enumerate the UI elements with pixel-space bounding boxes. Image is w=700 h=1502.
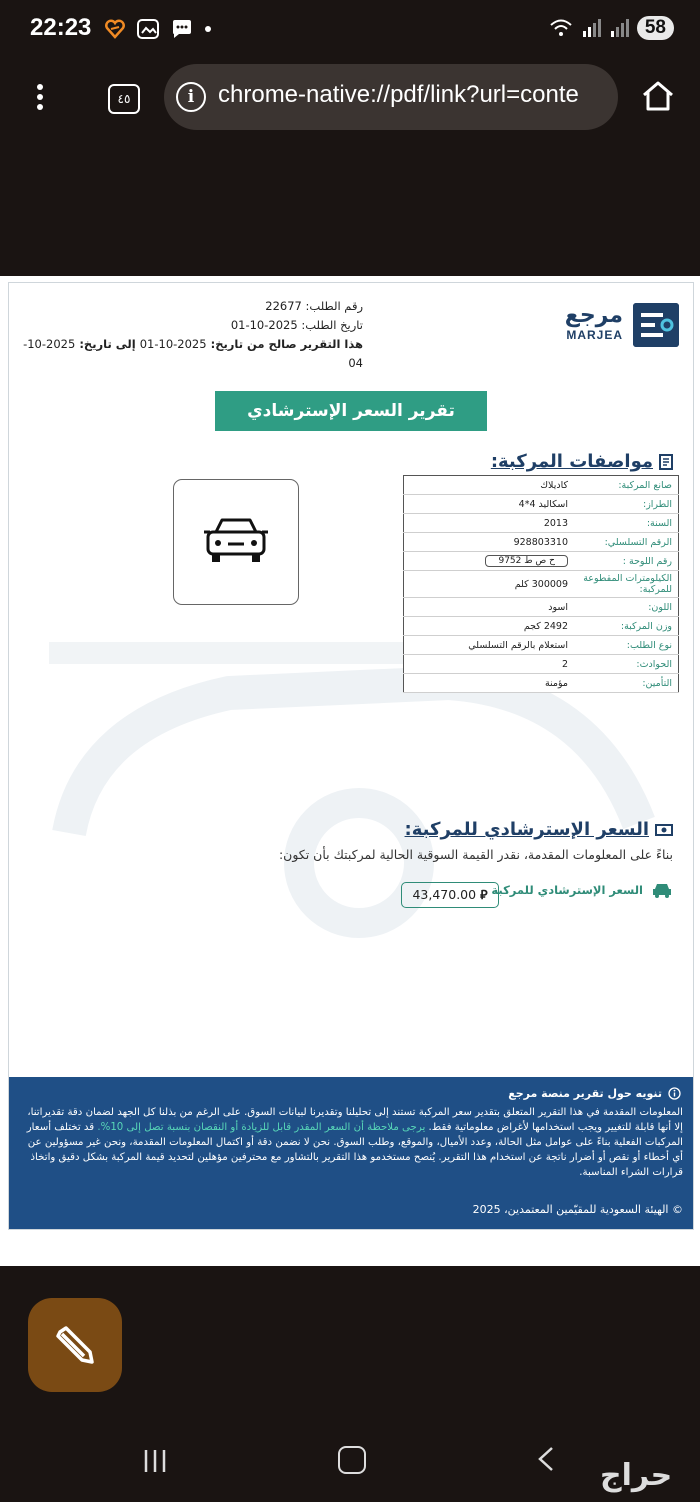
spec-key: اللون: [574, 598, 679, 617]
validity-to-label: إلى تاريخ: [79, 337, 136, 351]
system-icons [549, 16, 674, 40]
request-date-label: تاريخ الطلب: [301, 318, 363, 332]
chat-notification-icon [170, 18, 194, 40]
info-icon[interactable]: i [176, 82, 206, 112]
logo-english: MARJEA [566, 328, 623, 342]
url-text[interactable]: chrome-native://pdf/link?url=conte [218, 81, 579, 108]
home-button[interactable] [640, 78, 676, 114]
pencil-icon [28, 1298, 122, 1392]
nav-home-button[interactable] [338, 1446, 366, 1474]
table-row [404, 636, 679, 655]
spec-value: استعلام بالرقم التسلسلي [404, 636, 575, 655]
specs-heading [491, 451, 673, 472]
disclaimer-title-text: تنويه حول تقرير منصة مرجع [508, 1087, 662, 1100]
spec-value: مؤمنة [404, 674, 575, 693]
pdf-top-margin [0, 146, 700, 276]
spec-value: 2 [404, 655, 575, 674]
price-value-box [401, 882, 499, 908]
disclaimer-panel [9, 1077, 693, 1229]
report-document [8, 282, 694, 1230]
copyright: © الهيئة السعودية للمقيّمين المعتمدين، 2025 [472, 1203, 683, 1216]
table-row [404, 495, 679, 514]
recents-button[interactable] [142, 1448, 168, 1474]
vehicle-image-box [173, 479, 299, 605]
spec-key: الكيلومترات المقطوعة للمركبة: [574, 571, 679, 598]
car-small-icon [651, 881, 673, 899]
specs-table [403, 475, 679, 693]
document-icon [659, 454, 673, 470]
spec-key: صانع المركبة: [574, 476, 679, 495]
validity-to: 2025-10-04 [23, 337, 363, 370]
notification-icons [104, 18, 212, 40]
spec-value: كاديلاك [404, 476, 575, 495]
table-row [404, 571, 679, 598]
price-description: بناءً على المعلومات المقدمة، نقدر القيمة السوقية الحالية لمركبتك بأن تكون: [278, 847, 673, 862]
spec-key: وزن المركبة: [574, 617, 679, 636]
validity-from: 2025-10-01 [139, 337, 207, 351]
request-date: 2025-10-01 [230, 318, 298, 332]
address-bar[interactable] [164, 64, 618, 130]
price-label-text: السعر الإسترشادي للمركبة [491, 883, 643, 897]
table-row [404, 617, 679, 636]
dot-icon [204, 25, 212, 33]
system-nav-bar [0, 1438, 700, 1502]
spec-key: رقم اللوحة : [574, 552, 679, 571]
request-number: 22677 [265, 299, 302, 313]
clock: 22:23 [30, 14, 92, 41]
price-value: 43,470.00 [412, 887, 477, 902]
heart-notification-icon [104, 18, 126, 40]
disclaimer-text-2: قد تختلف أسعار المركبات الفعلية بناءً على عوامل مثل الحالة، وعدد الأميال، والموقع، وطلب السوق. نحن لا نضمن دقة أو اكتمال المعلومات المقدمة، ونحن غير مسؤولين عن أي أخطاء أو نقص أو أضرار ناتجة عن استخدام هذا التقرير. يُنصح مستخدمو هذا التقرير بالتشاور مع محترفين مؤهلين لتحديد قيمة المركبة بشكل دقيق واتخاذ قرارات الشراء المناسبة. [26, 1122, 683, 1178]
edit-fab-button[interactable] [28, 1298, 122, 1392]
table-row [404, 533, 679, 552]
car-icon [174, 480, 298, 604]
table-row [404, 598, 679, 617]
spec-value: اسود [404, 598, 575, 617]
logo-mark-icon [633, 303, 679, 347]
price-heading [405, 819, 673, 840]
table-row [404, 552, 679, 571]
request-meta [23, 297, 363, 373]
spec-value: 928803310 [404, 533, 575, 552]
signal-1-icon [581, 17, 601, 39]
license-plate: ح ص ط 9752 [485, 555, 568, 567]
status-bar [0, 0, 700, 60]
report-title: تقرير السعر الإسترشادي للمركبة [215, 391, 487, 431]
info-circle-icon [668, 1087, 681, 1100]
marjea-logo [559, 303, 679, 347]
request-number-label: رقم الطلب: [305, 299, 363, 313]
disclaimer-highlight: يرجى ملاحظة أن السعر المقدر قابل للزيادة أو النقصان بنسبة تصل إلى 10%. [97, 1122, 426, 1133]
table-row [404, 674, 679, 693]
back-button[interactable] [534, 1444, 558, 1474]
spec-value: 2492 كجم [404, 617, 575, 636]
browser-toolbar [0, 60, 700, 147]
spec-key: السنة: [574, 514, 679, 533]
table-row [404, 476, 679, 495]
signal-2-icon [609, 17, 629, 39]
bottom-area [0, 1266, 700, 1502]
table-row [404, 655, 679, 674]
spec-key: الحوادث: [574, 655, 679, 674]
price-heading-text: السعر الإسترشادي للمركبة: [404, 819, 649, 840]
tab-switcher-button[interactable]: ٤٥ [108, 84, 140, 114]
spec-value: 2013 [404, 514, 575, 533]
money-icon [655, 823, 673, 837]
specs-heading-text: مواصفات المركبة: [490, 451, 653, 472]
spec-key: الرقم التسلسلي: [574, 533, 679, 552]
validity-from-label: هذا التقرير صالح من تاريخ: [210, 337, 363, 351]
disclaimer-title [508, 1087, 681, 1100]
wifi-icon [549, 17, 573, 39]
disclaimer-body [19, 1105, 683, 1180]
pdf-page [0, 276, 700, 1266]
spec-value: اسكاليد 4*4 [404, 495, 575, 514]
battery-indicator: 58 [637, 16, 674, 40]
disclaimer-text-1: المعلومات المقدمة في هذا التقرير المتعلق بتقدير سعر المركبة تستند إلى تحليلنا وتقديرنا لبيانات السوق. على الرغم من بذلنا كل الجهد لضمان دقة تقديراتنا، إلا أنها قابلة للتغيير ويجب استخدامها لأغراض معلوماتية فقط. [27, 1107, 683, 1133]
table-row [404, 514, 679, 533]
logo-arabic: مرجع [564, 303, 623, 328]
spec-key: نوع الطلب: [574, 636, 679, 655]
spec-key: التأمين: [574, 674, 679, 693]
gallery-notification-icon [136, 18, 160, 40]
riyal-symbol: ⃁ [480, 887, 488, 902]
haraj-watermark: حراج [600, 1458, 673, 1493]
spec-value: 300009 كلم [404, 571, 575, 598]
spec-key: الطراز: [574, 495, 679, 514]
price-label [491, 881, 673, 899]
overflow-menu-button[interactable] [28, 80, 52, 120]
